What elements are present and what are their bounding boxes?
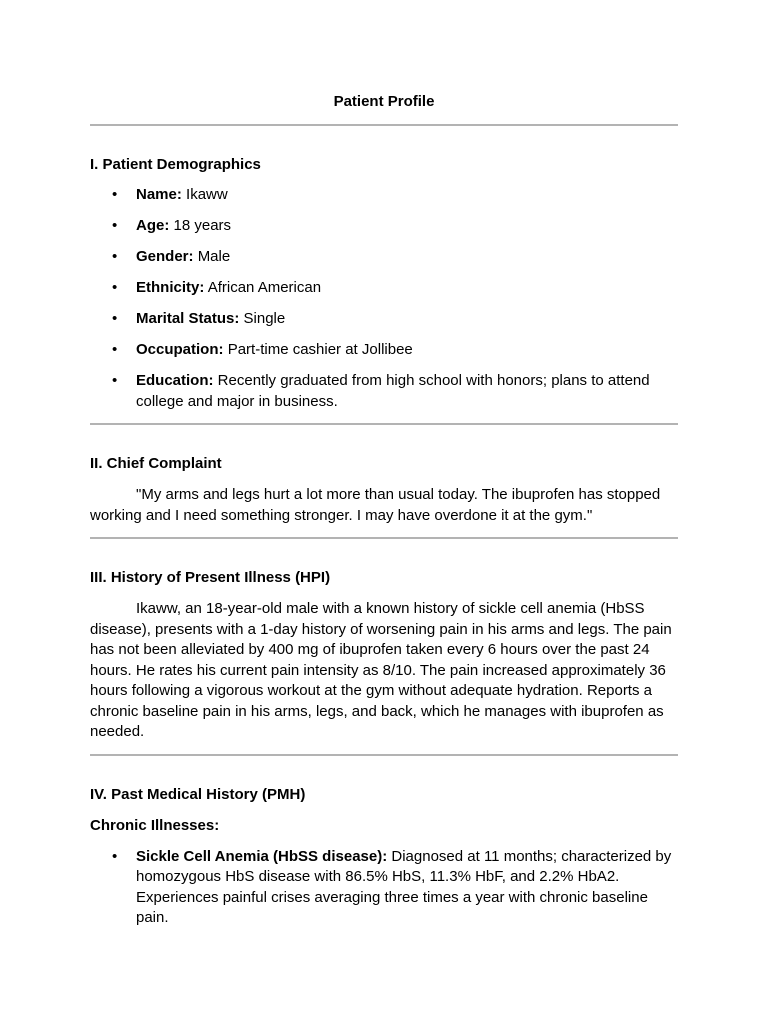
field-label: Marital Status: [136,310,240,327]
bullet-icon: • [112,310,118,327]
bullet-icon: • [112,248,118,265]
chief-complaint-text: "My arms and legs hurt a lot more than usual today. The ibuprofen has stopped working and I need something stronger. I may have overdone it at the gym." [90,486,661,524]
chief-complaint-heading: II. Chief Complaint [90,455,222,472]
bullet-icon: • [112,847,118,865]
list-item [90,309,678,330]
chronic-illnesses-list [90,847,678,929]
page-title: Patient Profile [333,93,435,110]
field-value: Ikaww [186,186,228,203]
list-item [90,371,678,412]
section-divider [90,537,678,539]
field-label: Sickle Cell Anemia (HbSS disease): [136,847,388,865]
list-item [90,185,678,206]
field-label: Ethnicity: [136,279,205,296]
field-value: Diagnosed at 11 months; characterized by homozygous HbS disease with 86.5% HbS, 11.3% HbF, and 2.2% HbA2. Experiences painful crises averaging three times a year with chronic baseline pain. [136,847,672,926]
bullet-icon: • [112,341,118,358]
bullet-icon: • [112,217,118,234]
list-item [90,340,678,361]
bullet-icon: • [112,372,118,389]
document-content [90,92,678,929]
list-item [90,216,678,237]
bullet-icon: • [112,279,118,296]
list-item [90,247,678,268]
hpi-text: Ikaww, an 18-year-old male with a known history of sickle cell anemia (HbSS disease), presents with a 1-day history of worsening pain in his arms and legs. The pain has not been alleviated by 400 mg of ibuprofen taken every 6 hours over the past 24 hours. He rates his current pain intensity as 8/10. The pain increased approximately 36 hours following a vigorous workout at the gym without adequate hydration. Reports a chronic baseline pain in his arms, legs, and back, which he manages with ibuprofen as needed. [90,600,672,740]
section-divider [90,754,678,756]
hpi-heading: III. History of Present Illness (HPI) [90,569,331,586]
field-value: 18 years [173,217,232,234]
field-label: Name: [136,186,182,203]
field-value: Male [197,248,231,265]
demographics-heading: I. Patient Demographics [90,156,261,173]
list-item [90,847,678,929]
chronic-illnesses-subheading: Chronic Illnesses: [90,816,220,834]
field-value: Part-time cashier at Jollibee [227,341,413,358]
pmh-heading: IV. Past Medical History (PMH) [90,785,306,803]
field-label: Education: [136,372,214,389]
field-label: Occupation: [136,341,224,358]
section-divider [90,124,678,126]
field-label: Gender: [136,248,194,265]
bullet-icon: • [112,186,118,203]
field-label: Age: [136,217,170,234]
field-value: African American [207,279,322,296]
field-value: Single [243,310,286,327]
list-item [90,278,678,299]
section-divider [90,423,678,425]
field-value: Recently graduated from high school with honors; plans to attend college and major in business. [136,372,650,410]
demographics-list [90,185,678,412]
